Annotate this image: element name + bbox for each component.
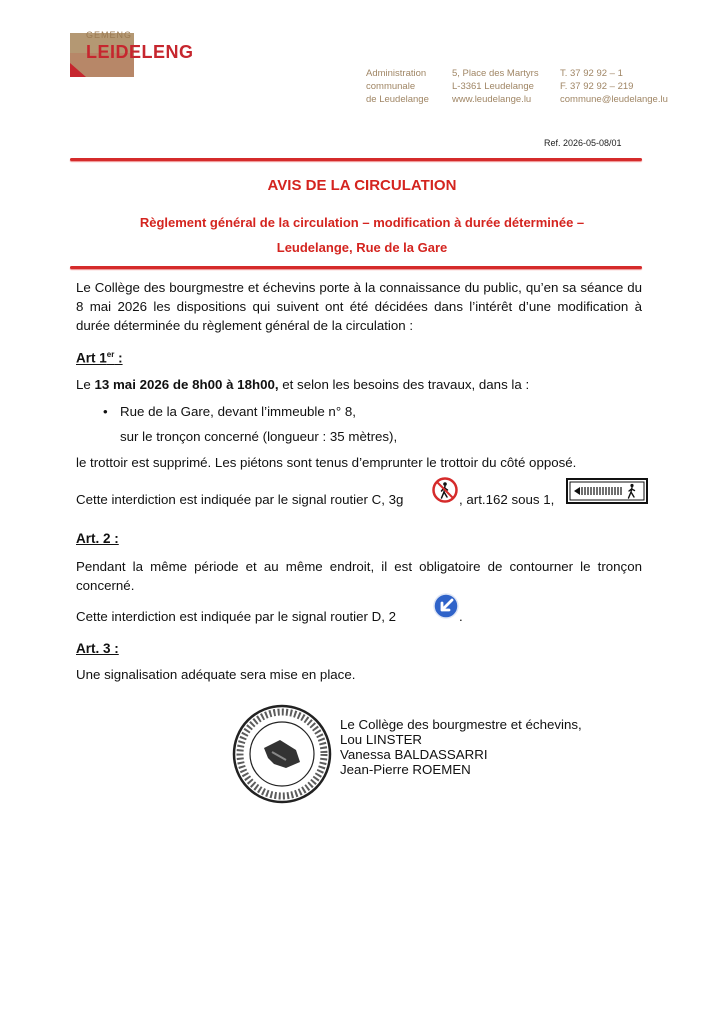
pedestrian-diversion-sign-icon [566,478,648,504]
article-1-sign-ref: , art.162 sous 1, [459,492,555,507]
subtitle-line-1: Règlement général de la circulation – modification à durée déterminée – [139,215,585,230]
no-pedestrians-sign-icon [432,477,458,505]
bullet-street: Rue de la Gare, devant l’immeuble n° 8, [120,404,356,419]
article-2-sign-text: Cette interdiction est indiquée par le signal routier D, 2 [76,609,397,624]
page-title: AVIS DE LA CIRCULATION [267,177,457,194]
article-1-date-line: Le 13 mai 2026 de 8h00 à 18h00, et selon les besoins des travaux, dans la : [76,377,530,392]
intro-paragraph: Le Collège des bourgmestre et échevins porte à la connaissance du public, qu’en sa séance du 8 mai 2026 les dispositions qui suivent ont été décidées dans l’intérêt d’une modification à durée déterminée du règlement général de la circulation : [76,280,642,333]
header-line: 5, Place des Martyrs [452,68,539,79]
header-line: communale [366,81,416,92]
brand-name: LEIDELENG [86,42,194,62]
header-phone-block [560,67,668,106]
article-1-heading: Art 1er : [76,350,123,366]
header-line: L-3361 Leudelange [452,81,534,92]
header-address-block [366,67,429,106]
article-1-text: le trottoir est supprimé. Les piétons sont tenus d’emprunter le trottoir du côté opposé. [76,455,577,470]
signature-line: Lou LINSTER [340,732,423,747]
subtitle-line-2: Leudelange, Rue de la Gare [276,240,448,255]
header-contact-block [452,67,539,106]
article-1-sign-text: Cette interdiction est indiquée par le signal routier C, 3g [76,492,404,507]
article-2-heading: Art. 2 : [76,531,119,546]
bullet-section: sur le tronçon concerné (longueur : 35 mètres), [120,429,398,444]
divider-top [70,158,642,161]
bullet-item: • [103,404,108,419]
article-3-text: Une signalisation adéquate sera mise en place. [76,667,356,682]
divider-bottom [70,266,642,269]
header-line: T. 37 92 92 – 1 [560,68,623,79]
header-line: Administration [366,68,427,79]
header-line: commune@leudelange.lu [560,94,668,105]
header-line: de Leudelange [366,94,429,105]
article-2-sign-end: . [459,609,463,624]
header-line: www.leudelange.lu [452,94,532,105]
article-3-heading: Art. 3 : [76,641,119,656]
signature-line: Vanessa BALDASSARRI [340,747,488,762]
brand-small-label: GEMENG [86,30,133,40]
signature-block [340,717,582,777]
signature-line: Jean-Pierre ROEMEN [340,762,471,777]
signature-line: Le Collège des bourgmestre et échevins, [340,717,582,732]
reference-number: Ref. 2026-05-08/01 [544,138,622,148]
article-2-text: Pendant la même période et au même endroit, il est obligatoire de contourner le tronçon concerné. [76,559,642,593]
mandatory-direction-sign-icon [432,592,460,620]
header-line: F. 37 92 92 – 219 [560,81,634,92]
official-stamp-icon [230,702,334,806]
